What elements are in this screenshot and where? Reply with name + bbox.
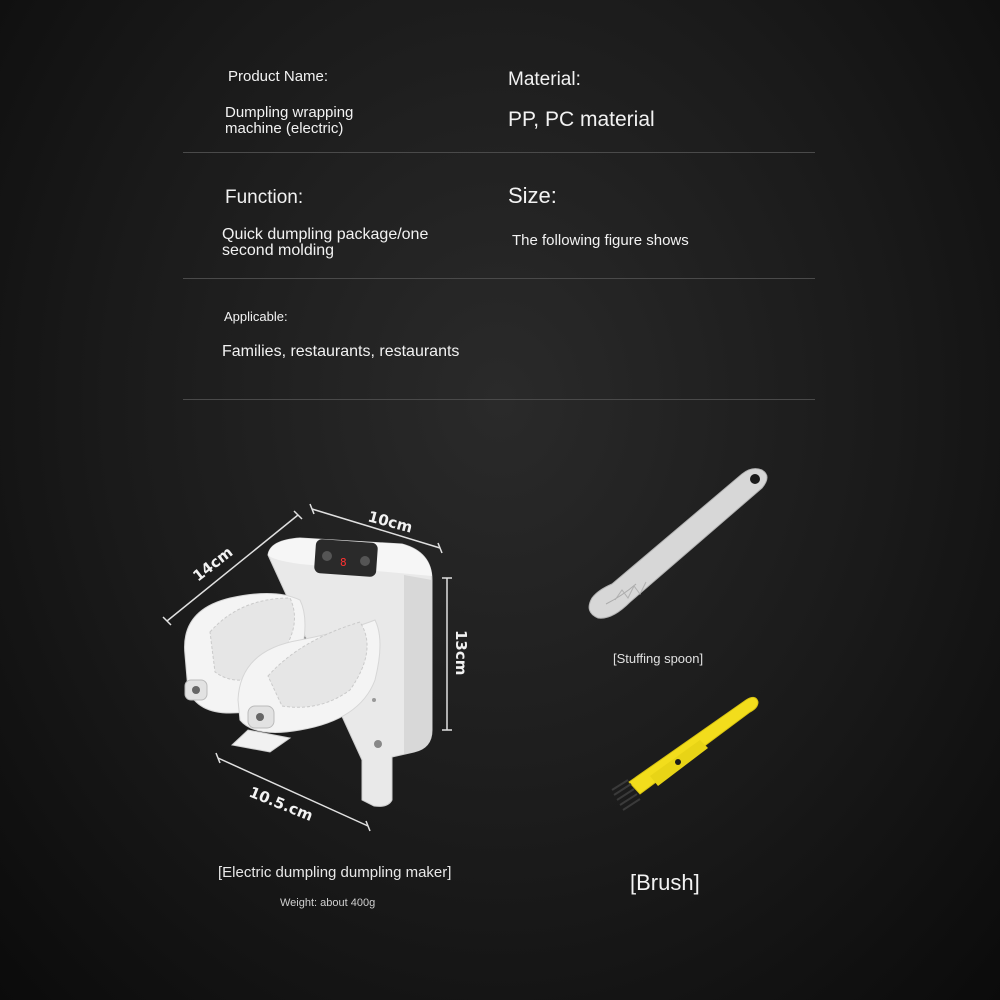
spoon-hole [750, 474, 760, 484]
width-label: 10cm [365, 507, 415, 537]
weight-caption: Weight: about 400g [280, 897, 376, 909]
depth-label: 14cm [189, 543, 237, 586]
size-label: Size: [508, 183, 557, 208]
product-name-line-1: Dumpling wrapping [225, 104, 354, 121]
digit-display: 8 [340, 556, 347, 569]
function-line-2: second molding [222, 242, 335, 259]
product-name-line-2: machine (electric) [225, 120, 344, 137]
product-name-label: Product Name: [228, 68, 329, 85]
screw-hole [374, 740, 382, 748]
material-label: Material: [508, 69, 581, 90]
spoon-caption: [Stuffing spoon] [613, 651, 704, 666]
brush [612, 697, 758, 810]
stuffing-spoon [589, 469, 767, 619]
machine-caption: [Electric dumpling dumpling maker] [218, 864, 452, 881]
applicable-value: Families, restaurants, restaurants [222, 343, 460, 360]
right-button[interactable] [360, 556, 370, 566]
function-label: Function: [225, 187, 304, 208]
function-line-1: Quick dumpling package/one [222, 226, 429, 243]
base-label: 10.5.cm [246, 783, 316, 825]
size-value: The following figure shows [512, 232, 689, 249]
applicable-label: Applicable: [224, 309, 288, 324]
left-button[interactable] [322, 551, 332, 561]
machine-body [185, 538, 432, 806]
material-value: PP, PC material [508, 108, 655, 131]
height-label: 13cm [452, 630, 470, 676]
brush-caption: [Brush] [630, 870, 700, 895]
